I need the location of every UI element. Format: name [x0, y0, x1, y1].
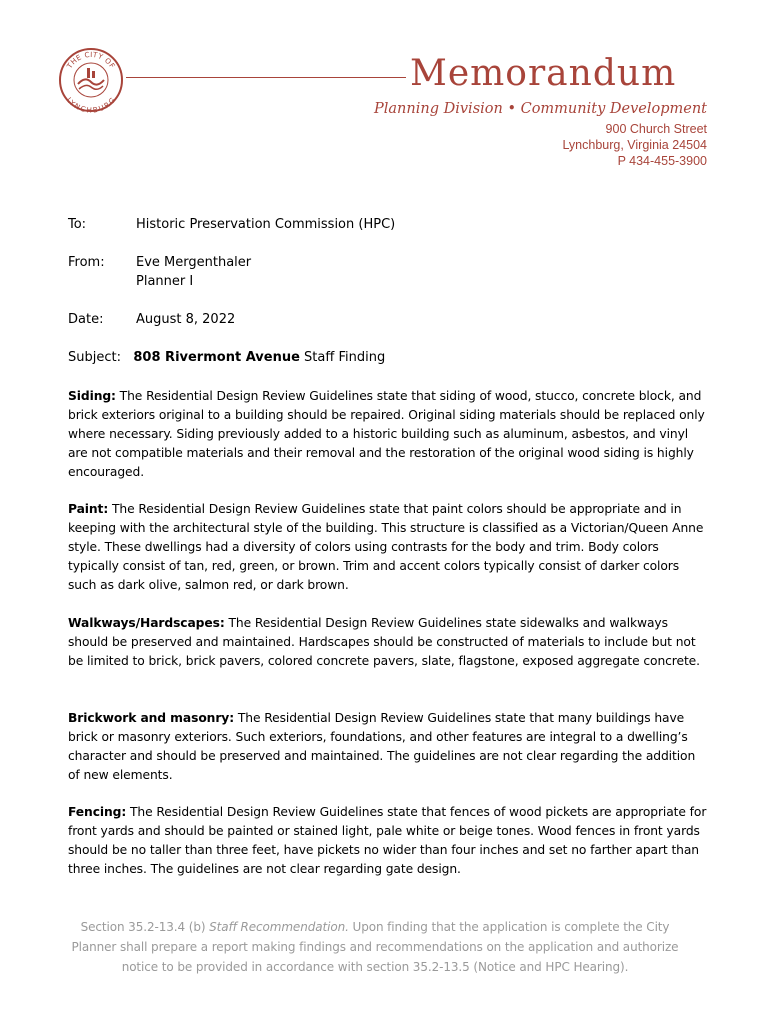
city-of-lynchburg-seal-logo [58, 40, 124, 116]
section-heading: Paint: [68, 502, 109, 516]
address-street: 900 Church Street [605, 122, 707, 136]
section-text: The Residential Design Review Guidelines state that many buildings have brick or masonry exteriors. Such exteriors, foundations, and other features are integral to a dwelling’s character and should be preserved and maintained. The guidelines are not clear regarding the addition of new elements. [68, 711, 696, 782]
section-heading: Fencing: [68, 805, 127, 819]
address-phone: P 434-455-3900 [617, 154, 707, 168]
subject-label: Subject: [68, 350, 121, 365]
date-label: Date: [68, 312, 104, 327]
section-brickwork [68, 709, 708, 785]
section-walkways [68, 614, 708, 671]
from-title: Planner I [136, 274, 194, 289]
date-value: August 8, 2022 [136, 312, 236, 327]
division-name: Planning Division • Community Development [374, 101, 707, 117]
section-heading: Walkways/Hardscapes: [68, 616, 225, 630]
section-text: The Residential Design Review Guidelines state that fences of wood pickets are appropriate for front yards and should be painted or stained light, pale white or beige tones. Wood fences in front yards should be no taller than three feet, have pickets no wider than four inches and set no farther apart than three inches. The guidelines are not clear regarding gate design. [68, 805, 707, 876]
address-city: Lynchburg, Virginia 24504 [562, 138, 707, 152]
section-text: The Residential Design Review Guidelines state sidewalks and walkways should be preserved and maintained. Hardscapes should be constructed of materials to include but not be limited to brick, brick pavers, colored concrete pavers, slate, flagstone, exposed aggregate concrete. [68, 616, 700, 668]
section-siding [68, 387, 708, 482]
from-name: Eve Mergenthaler [136, 255, 252, 270]
footer-italic: Staff Recommendation. [209, 920, 349, 934]
svg-text:THE CITY OF [64, 50, 117, 71]
svg-text:LYNCHBURG [65, 95, 118, 114]
footer-note [60, 917, 690, 977]
seal-text-bottom: LYNCHBURG [64, 95, 118, 115]
section-text: The Residential Design Review Guidelines state that paint colors should be appropriate and in keeping with the architectural style of the building. This structure is classified as a Victorian/Queen Anne style. These dwellings had a diversity of colors using contrasts for the body and trim. Body colors typically consist of tan, red, green, or brown. Trim and accent colors typically consist of darker colors such as dark olive, salmon red, or dark brown. [68, 502, 704, 592]
subject-address: 808 Rivermont Avenue [133, 350, 300, 365]
to-label: To: [68, 217, 87, 232]
subject-rest: Staff Finding [299, 350, 386, 365]
footer-prefix: Section 35.2-13.4 (b) [80, 920, 210, 934]
from-row [68, 253, 252, 272]
section-heading: Brickwork and masonry: [68, 711, 235, 725]
to-value: Historic Preservation Commission (HPC) [136, 217, 396, 232]
date-row [68, 310, 236, 329]
subject-row [68, 348, 385, 367]
from-label: From: [68, 255, 105, 270]
seal-text-top: THE CITY OF [64, 49, 118, 71]
section-paint [68, 500, 708, 595]
to-row [68, 215, 396, 234]
footer-text: Upon finding that the application is complete the City Planner shall prepare a report making findings and recommendations on the application and authorize notice to be provided in accordance with section 35.2-13.5 (Notice and HPC Hearing). [71, 920, 679, 974]
section-heading: Siding: [68, 389, 116, 403]
memo-title: Memorandum [410, 53, 677, 94]
section-text: The Residential Design Review Guidelines state that siding of wood, stucco, concrete block, and brick exteriors original to a building should be repaired. Original siding materials should be replaced only where necessary. Siding previously added to a historic building such as aluminum, asbestos, and vinyl are not compatible materials and their removal and the restoration of the original wood siding is highly encouraged. [68, 389, 705, 479]
letterhead-rule [126, 77, 406, 78]
section-fencing [68, 803, 708, 879]
